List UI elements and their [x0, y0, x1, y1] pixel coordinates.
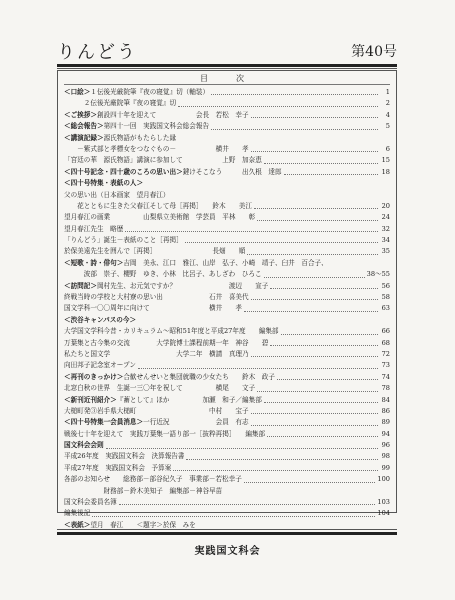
toc-entry-title: [64, 144, 249, 155]
toc-page-number: 104: [377, 509, 390, 518]
toc-entry-text: 創設四十年を迎えて 会長 若松 幸子: [96, 110, 249, 119]
toc-entry: [64, 452, 390, 463]
toc-entry: [64, 121, 390, 132]
toc-entry-title: [64, 212, 255, 223]
toc-entry-title: [64, 269, 262, 280]
toc-entry-text: 万葉集と古今集の交流 大学院博士課程前期一年 神谷 碧: [64, 338, 269, 347]
toc-page-number: 58: [381, 293, 390, 302]
toc-entry-title: [64, 406, 249, 417]
toc-page-number: 18: [381, 167, 390, 176]
toc-page-number: 4: [385, 110, 390, 119]
toc-entry: [64, 406, 390, 417]
toc-dot-leader: [264, 163, 378, 164]
toc-entry: [64, 269, 390, 280]
toc-dot-leader: [270, 345, 378, 346]
toc-page-number: 56: [381, 281, 390, 290]
toc-entry-text: 岡村先生、お元気ですか？ 渡辺 宣子: [96, 281, 269, 290]
toc-entry-title: [64, 190, 170, 201]
toc-entry-text: 国文科会委員名簿: [64, 498, 117, 507]
toc-section-label: ＜訪問記＞: [64, 281, 97, 290]
toc-page-number: 73: [381, 361, 390, 370]
toc-entry-text: 終戦当時の学校と大村寮の思い出 石井 喜美代: [64, 293, 249, 302]
toc-page-number: 89: [381, 418, 390, 427]
toc-page-number: 34: [381, 236, 390, 245]
toc-entry-text: 北窓白秋の世界 生誕一三〇年を祝して 横尾 文子: [64, 384, 256, 393]
toc-dot-leader: [267, 436, 378, 437]
toc-page-number: 96: [381, 441, 390, 450]
toc-entry-text: 「宮廷の華 源氏物語」講演に参加して 上野 加奈恵: [64, 156, 262, 165]
toc-section-label: ＜表紙＞: [64, 520, 91, 529]
toc-section-label: ＜再刊のきっかけ＞: [64, 372, 124, 381]
toc-dot-leader: [106, 448, 378, 449]
toc-dot-leader: [178, 106, 378, 107]
page-header: [57, 38, 397, 64]
toc-entry-text: 望月春江先生 略歴: [64, 224, 124, 233]
toc-section-label: ＜四十号特集・表紙の人＞: [64, 179, 144, 188]
toc-entry-text: 第四十一回 実践国文科会総会報告: [103, 122, 210, 131]
toc-entry: [64, 417, 390, 428]
toc-entry: [64, 486, 390, 497]
toc-entry-title: [64, 178, 143, 189]
toc-entry-title: [64, 87, 209, 98]
toc-entry-title: [64, 258, 328, 269]
toc-dot-leader: [251, 151, 378, 152]
toc-dot-leader: [211, 94, 378, 95]
magazine-title: りんどう: [57, 42, 137, 63]
toc-dot-leader: [251, 413, 378, 414]
toc-entry-text: 合歓せんせいと集団就職の少女たち 鈴木 政子: [123, 372, 275, 381]
toc-entry-text: 平成27年度 実践国文科会 予算案: [64, 463, 172, 472]
toc-entry-title: [64, 281, 268, 292]
toc-dot-leader: [251, 356, 378, 357]
toc-dot-leader: [264, 402, 378, 403]
toc-page-number: 94: [381, 429, 390, 438]
toc-entry-text: 父の思い出（日本画家 望月春江）: [64, 190, 170, 199]
toc-entry: [64, 235, 390, 246]
toc-page-number: 35: [381, 247, 390, 256]
toc-entry: [64, 281, 390, 292]
toc-entry: [64, 303, 390, 314]
toc-entry: [64, 429, 390, 440]
toc-entry-title: [64, 246, 245, 257]
toc-page-number: 1: [385, 87, 390, 96]
toc-entry-title: [64, 395, 262, 406]
toc-entry: [64, 212, 390, 223]
toc-entry: [64, 372, 390, 383]
publisher-name: 実践国文科会: [194, 546, 261, 557]
toc-entry: [64, 383, 390, 394]
toc-dot-leader: [247, 254, 378, 255]
toc-dot-leader: [284, 174, 378, 175]
toc-page-number: 98: [381, 452, 390, 461]
toc-entry: [64, 338, 390, 349]
toc-entry: [64, 133, 390, 144]
toc-entry-text: 国文学科一〇〇周年に向けて 横井 孝: [64, 304, 243, 313]
toc-heading: 目 次: [200, 74, 254, 83]
toc-dot-leader: [257, 391, 378, 392]
toc-entry-text: ２伝後光厳院筆『夜の寝覚』切: [64, 99, 177, 108]
toc-list: [64, 87, 390, 531]
toc-entry-title: [64, 440, 104, 451]
toc-entry-title: [64, 497, 117, 508]
footer-rule-thin: [57, 529, 397, 530]
toc-entry: [64, 508, 390, 519]
toc-entry-text: 波部 崇子、櫻野 ゆき、小林 比呂子、あしざわ ひろこ: [64, 270, 262, 279]
toc-section-label: ＜短歌・詩・俳句＞: [64, 258, 124, 267]
toc-section-label: ＜渋谷キャンパスの今＞: [64, 315, 137, 324]
toc-entry: [64, 360, 390, 371]
toc-page-number: 84: [381, 395, 390, 404]
toc-page-number: 99: [381, 463, 390, 472]
toc-page-number: 5: [385, 122, 390, 131]
toc-entry-text: 一行近況 会員 有志: [143, 418, 249, 427]
toc-entry-text: 私たちと国文学 大学二年 横請 真理乃: [64, 349, 249, 358]
toc-page-number: 86: [381, 406, 390, 415]
toc-entry: [64, 474, 390, 485]
toc-dot-leader: [251, 425, 378, 426]
toc-entry: [64, 110, 390, 121]
toc-dot-leader: [244, 311, 378, 312]
toc-dot-leader: [185, 242, 378, 243]
toc-page-number: 38～55: [366, 270, 390, 279]
toc-entry-text: 各部のお知らせ 総務部－部谷紀久子 事業部－若松幸子: [64, 475, 242, 484]
toc-entry-title: [64, 110, 249, 121]
toc-entry-text: 財務部－鈴木美知子 編集部－神谷早苗: [64, 486, 223, 495]
toc-entry: [64, 349, 390, 360]
toc-entry-text: 編集後記: [64, 509, 91, 518]
toc-entry-text: 戦後七十年を迎えて 実践万葉集一語り部一［抜粋再掲］ 編集部: [64, 429, 266, 438]
toc-section-label: ＜新刊近刊紹介＞: [64, 395, 117, 404]
toc-page-number: 66: [381, 327, 390, 336]
toc-entry: [64, 497, 390, 508]
toc-heading-rule: [64, 84, 390, 85]
toc-section-label: 国文科会会則: [64, 441, 104, 450]
toc-box: [57, 70, 397, 529]
toc-entry-title: [64, 451, 184, 462]
toc-page-number: 103: [377, 498, 390, 507]
toc-entry: [64, 144, 390, 155]
toc-entry-text: 源氏物語がもたらした縁: [103, 133, 177, 142]
toc-entry-title: [64, 133, 176, 144]
toc-entry: [64, 87, 390, 98]
toc-page-number: 63: [381, 304, 390, 313]
toc-dot-leader: [244, 482, 376, 483]
toc-entry-title: [64, 155, 262, 166]
toc-entry-title: [64, 303, 242, 314]
toc-dot-leader: [138, 368, 378, 369]
toc-entry-title: [64, 338, 268, 349]
toc-entry-title: [64, 360, 136, 371]
toc-entry: [64, 326, 390, 337]
toc-entry-title: [64, 201, 252, 212]
toc-page-number: 68: [381, 338, 390, 347]
toc-entry-title: [64, 326, 279, 337]
toc-entry-title: [64, 235, 183, 246]
toc-entry: [64, 167, 390, 178]
toc-entry: [64, 395, 390, 406]
toc-dot-leader: [277, 379, 378, 380]
toc-section-label: ＜口絵＞: [64, 87, 91, 96]
toc-entry-text: 吉岡 美永、江口 雅江、山岸 弘子、小崎 靖子、臼井 百合子、: [123, 258, 328, 267]
toc-section-label: ＜四十号特集一会員消息＞: [64, 418, 144, 427]
toc-entry-title: [64, 486, 222, 497]
toc-entry-text: －紫式部と孝標女をつなぐもの－ 横井 孝: [64, 144, 249, 153]
toc-page-number: 24: [381, 213, 390, 222]
toc-entry-text: １伝後光厳院筆『夜の寝覚』切（軸装）: [90, 87, 210, 96]
toc-section-label: ＜ご挨拶＞: [64, 110, 97, 119]
toc-entry: [64, 463, 390, 474]
toc-entry: [64, 292, 390, 303]
toc-dot-leader: [173, 470, 378, 471]
toc-page-number: 72: [381, 349, 390, 358]
toc-entry-title: [64, 167, 282, 178]
toc-entry-text: 於保美遠先生を囲んで［再掲］ 長畑 順: [64, 247, 246, 256]
toc-entry-title: [64, 383, 255, 394]
toc-section-label: ＜講演記録＞: [64, 133, 104, 142]
toc-page-number: 2: [385, 99, 390, 108]
toc-entry-title: [64, 417, 249, 428]
toc-section-label: ＜四十号記念・四十歳のころの思い出＞: [64, 167, 183, 176]
toc-entry-title: [64, 121, 209, 132]
toc-dot-leader: [119, 504, 376, 505]
toc-entry-title: [64, 315, 136, 326]
toc-entry: [64, 315, 390, 326]
toc-entry-title: [64, 349, 249, 360]
toc-dot-leader: [254, 208, 378, 209]
toc-entry: [64, 201, 390, 212]
toc-entry-text: 鍵けそこなう 出久根 達郎: [182, 167, 282, 176]
toc-entry-title: [64, 474, 242, 485]
toc-page-number: 100: [377, 475, 390, 484]
toc-dot-leader: [270, 288, 378, 289]
toc-entry-text: 大学国文学科今昔・カリキュラム～昭和51年度と平成27年度 編集部: [64, 327, 279, 336]
toc-entry: [64, 224, 390, 235]
footer-rule-thick: [57, 532, 397, 535]
toc-dot-leader: [251, 299, 378, 300]
toc-dot-leader: [257, 220, 378, 221]
toc-dot-leader: [186, 459, 378, 460]
toc-entry: [64, 440, 390, 451]
toc-entry-text: 大槌町発③岩手県大槌町 中村 宝子: [64, 406, 249, 415]
toc-page-number: 15: [381, 156, 390, 165]
toc-entry: [64, 258, 390, 269]
toc-dot-leader: [281, 334, 378, 335]
header-rule-thick: [57, 64, 397, 67]
toc-page-number: 32: [381, 224, 390, 233]
toc-entry-text: 向田邦子記念室オープン: [64, 361, 136, 370]
toc-entry: [64, 155, 390, 166]
toc-entry: [64, 190, 390, 201]
toc-page-number: 6: [385, 144, 390, 153]
toc-entry-title: [64, 508, 90, 519]
toc-entry-title: [64, 292, 249, 303]
toc-dot-leader: [251, 117, 378, 118]
toc-dot-leader: [92, 516, 375, 517]
toc-dot-leader: [125, 231, 378, 232]
toc-entry-title: [64, 372, 275, 383]
toc-entry-text: 平成26年度 実践国文科会 決算報告書: [64, 452, 185, 461]
toc-entry-title: [64, 224, 123, 235]
toc-entry-text: 花とともに生きた父春江そして母［再掲］ 鈴木 美江: [64, 201, 252, 210]
toc-entry-text: 望月 春江 ＜題字＞於保 みを: [90, 520, 196, 529]
toc-section-label: ＜総会報告＞: [64, 122, 104, 131]
toc-entry-text: 望月春江の画業 山梨県立美術館 学芸員 平林 彰: [64, 213, 256, 222]
toc-dot-leader: [211, 129, 378, 130]
toc-page-number: 74: [381, 372, 390, 381]
toc-entry: [64, 246, 390, 257]
toc-page-number: 78: [381, 384, 390, 393]
toc-entry-title: [64, 98, 176, 109]
toc-entry: [64, 178, 390, 189]
toc-dot-leader: [264, 277, 365, 278]
header-rule-thin: [57, 68, 397, 69]
toc-entry-text: 「りんどう」誕生－表紙のこと［再掲］: [64, 236, 183, 245]
toc-entry: [64, 98, 390, 109]
toc-entry-text: 『蓄として』ほか 加瀬 和子／編集部: [116, 395, 262, 404]
toc-page-number: 20: [381, 201, 390, 210]
toc-entry-title: [64, 463, 171, 474]
toc-entry-title: [64, 429, 265, 440]
issue-number: 第40号: [351, 44, 397, 60]
